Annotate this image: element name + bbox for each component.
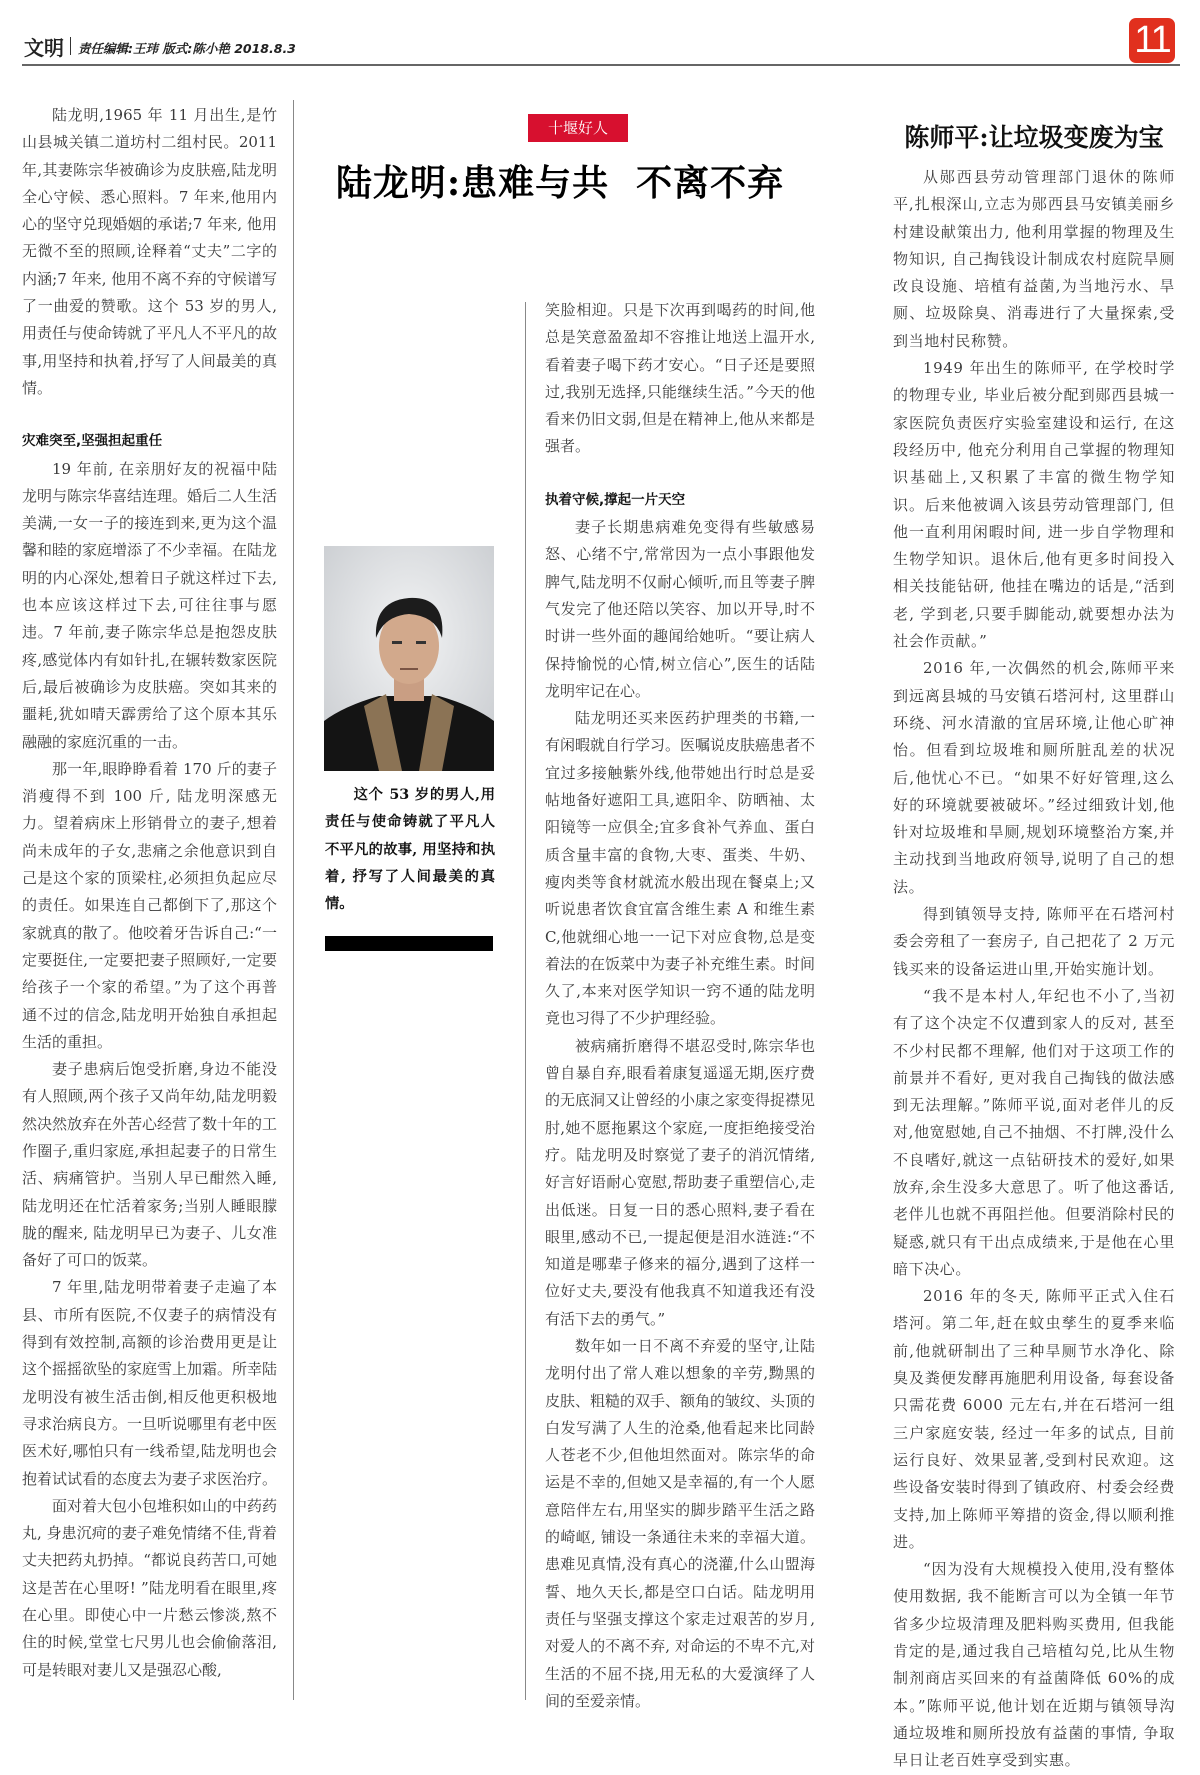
paragraph: 2016 年的冬天, 陈师平正式入住石塔河。第二年,赶在蚊虫孳生的夏季来临前,他就研制出了三种旱厕节水净化、除臭及粪便发酵再施肥利用设备, 每套设备只需花费 6000 元左右,并在石塔河一组三户家庭安装, 经过一年多的试点, 目前运行良好、效果显著,受到村民欢迎。这些设备安装时得到了镇政府、村委会经费支持,加上陈师平筹措的资金,得以顺利推进。: [893, 1287, 1175, 1551]
paragraph: 陆龙明,1965 年 11 月出生,是竹山县城关镇二道坊村二组村民。2011 年,其妻陈宗华被确诊为皮肤癌,陆龙明全心守候、悉心照料。7 年来,他用内心的坚守兑现婚姻的承诺;7 年来, 他用无微不至的照顾,诠释着“丈夫”二字的内涵;7 年来, 他用不离不弃的守候谱写了一曲爱的赞歌。这个 53 岁的男人,用责任与使命铸就了平凡人不平凡的故事,用坚持和执着,抒写了人间最美的真情。: [22, 106, 278, 397]
paragraph: 1949 年出生的陈师平, 在学校时学的物理专业, 毕业后被分配到郧西县城一家医院负责医疗实验室建设和运行, 在这段经历中, 他充分利用自己掌握的物理知识基础上,又积累了丰富的微生物学知识。后来他被调入该县劳动管理部门, 但他一直利用闲暇时间, 进一步自学物理和生物学知识。退休后,他有更多时间投入相关技能钻研, 他挂在嘴边的话是,“活到老, 学到老,只要手脚能动,就要想办法为社会作贡献。”: [893, 359, 1175, 651]
page-number-badge: 11: [1129, 18, 1175, 63]
subheading: 执着守候,撑起一片天空: [545, 491, 686, 508]
header-divider: [70, 37, 71, 55]
paragraph: 笑脸相迎。只是下次再到喝药的时间,他总是笑意盈盈却不容推让地送上温开水,看着妻子喝下药才安心。“日子还是要照过,我别无选择,只能继续生活。”今天的他看来仍旧文弱,但是在精神上,他从来都是强者。: [545, 301, 815, 456]
side-story-column: [893, 164, 1175, 1775]
article-column-middle: [545, 297, 815, 1715]
paragraph: 陆龙明还买来医药护理类的书籍,一有闲暇就自行学习。医嘱说皮肤癌患者不宜过多接触紫外线,他带她出行时总是妥帖地备好遮阳工具,遮阳伞、防晒袖、太阳镜等一应俱全;宜多食补气养血、蛋白质含量丰富的食物,大枣、蛋类、牛奶、瘦肉类等食材就流水般出现在餐桌上;又听说患者饮食宜富含维生素 A 和维生素 C,他就细心地一一记下对应食物,总是变着法的在饭菜中为妻子补充维生素。时间久了,本来对医学知识一窍不通的陆龙明竟也习得了不少护理经验。: [545, 709, 816, 1028]
section-tag: 十堰好人: [528, 114, 628, 142]
paragraph: 被病痛折磨得不堪忍受时,陈宗华也曾自暴自弃,眼看着康复遥遥无期,医疗费的无底洞又让曾经的小康之家变得捉襟见肘,她不愿拖累这个家庭,一度拒绝接受治疗。陆龙明及时察觉了妻子的消沉情绪,好言好语耐心宽慰,帮助妻子重塑信心,走出低迷。日复一日的悉心照料,妻子看在眼里,感动不已,一提起便是泪水涟涟:“不知道是哪辈子修来的福分,遇到了这样一位好丈夫,要没有他我真不知道我还有没有活下去的勇气。”: [545, 1036, 816, 1328]
paragraph: 数年如一日不离不弃爱的坚守,让陆龙明付出了常人难以想象的辛劳,黝黑的皮肤、粗糙的双手、额角的皱纹、头顶的白发写满了人生的沧桑,他看起来比同龄人苍老不少,但他坦然面对。陈宗华的命运是不幸的,但她又是幸福的,有一个人愿意陪伴左右,用坚实的脚步踏平生活之路的崎岖, 铺设一条通往未来的幸福大道。患难见真情,没有真心的浇灌,什么山盟海誓、地久天长,都是空口白话。陆龙明用责任与坚强支撑这个家走过艰苦的岁月,对爱人的不离不弃, 对命运的不卑不亢,对生活的不屈不挠,用无私的大爱演绎了人间的至爱亲情。: [545, 1336, 816, 1710]
paragraph: 面对着大包小包堆积如山的中药药丸, 身患沉疴的妻子难免情绪不佳,背着丈夫把药丸扔掉。“都说良药苦口,可她这是苦在心里呀! ”陆龙明看在眼里,疼在心里。即使心中一片愁云惨淡,熬不住的时候,堂堂七尺男儿也会偷偷落泪, 可是转眼对妻儿又是强忍心酸,: [22, 1496, 278, 1679]
paragraph: “因为没有大规模投入使用,没有整体使用数据, 我不能断言可以为全镇一年节省多少垃圾清理及肥料购买费用, 但我能肯定的是,通过我自己培植勾兑,比从生物制剂商店买回来的有益菌降低 60%的成本。”陈师平说,他计划在近期与镇领导沟通垃圾堆和厕所投放有益菌的事情, 争取早日让老百姓享受到实惠。: [893, 1560, 1175, 1770]
section-name: 文明: [24, 36, 64, 60]
paragraph: 19 年前, 在亲朋好友的祝福中陆龙明与陈宗华喜结连理。婚后二人生活美满,一女一子的接连到来,更为这个温馨和睦的家庭增添了不少幸福。在陆龙明的内心深处,想着日子就这样过下去,也本应该这样过下去,可往往事与愿违。7 年前,妻子陈宗华总是抱怨皮肤疼,感觉体内有如针扎,在辗转数家医院后,最后被确诊为皮肤癌。突如其来的噩耗,犹如晴天霹雳给了这个原本其乐融融的家庭沉重的一击。: [22, 459, 278, 751]
paragraph: 2016 年,一次偶然的机会,陈师平来到远离县城的马安镇石塔河村, 这里群山环绕、河水清澈的宜居环境,让他心旷神怡。但看到垃圾堆和厕所脏乱差的状况后,他忧心不已。“如果不好好管理,这么好的环境就要被破坏。”经过细致计划,他针对垃圾堆和旱厕,规划环境整治方案,并主动找到当地政府领导,说明了自己的想法。: [893, 659, 1175, 896]
paragraph: 妻子患病后饱受折磨,身边不能没有人照顾,两个孩子又尚年幼,陆龙明毅然决然放弃在外苦心经营了数十年的工作圈子,重归家庭,承担起妻子的日常生活、病痛管护。当别人早已酣然入睡,陆龙明还在忙活着家务;当别人睡眼朦胧的醒来, 陆龙明早已为妻子、儿女准备好了可口的饭菜。: [22, 1060, 278, 1270]
side-story-title: 陈师平:让垃圾变废为宝: [904, 123, 1164, 152]
article-column-left: [22, 102, 277, 1684]
portrait-photo: [324, 546, 494, 771]
paragraph: 妻子长期患病难免变得有些敏感易怒、心绪不宁,常常因为一点小事跟他发脾气,陆龙明不仅耐心倾听,而且等妻子脾气发完了他还陪以笑容、加以开导,时不时讲一些外面的趣闻给她听。“要让病人保持愉悦的心情,树立信心”,医生的话陆龙明牢记在心。: [545, 518, 815, 700]
column-divider: [293, 100, 294, 1700]
column-divider: [525, 302, 526, 1700]
paragraph: 7 年里,陆龙明带着妻子走遍了本县、市所有医院,不仅妻子的病情没有得到有效控制,高额的诊治费用更是让这个摇摇欲坠的家庭雪上加霜。所幸陆龙明没有被生活击倒,相反他更积极地寻求治病良方。一旦听说哪里有老中医医术好,哪怕只有一线希望,陆龙明也会抱着试试看的态度去为妻子求医治疗。: [22, 1278, 278, 1488]
editor-credit: 责任编辑:王玮 版式:陈小艳 2018.8.3: [78, 41, 296, 56]
paragraph: 那一年,眼睁睁看着 170 斤的妻子消瘦得不到 100 斤, 陆龙明深感无力。望着病床上形销骨立的妻子,想着尚未成年的子女,悲痛之余他意识到自己是这个家的顶梁柱,必须担负起应尽的责任。如果连自己都倒下了,那这个家就真的散了。他咬着牙告诉自己:“一定要挺住,一定要把妻子照顾好,一定要给孩子一个家的希望。”为了这个再普通不过的信念,陆龙明开始独自承担起生活的重担。: [22, 759, 277, 1051]
decorative-bar: [325, 936, 493, 951]
header-rule: [22, 64, 1180, 66]
photo-caption: [325, 782, 495, 918]
paragraph: “我不是本村人,年纪也不小了,当初有了这个决定不仅遭到家人的反对, 甚至不少村民都不理解, 他们对于这项工作的前景并不看好, 更对我自己掏钱的做法感到无法理解。”陈师平说,面对老伴儿的反对,他宽慰她,自己不抽烟、不打牌,没什么不良嗜好,就这一点钻研技术的爱好,如果放弃,余生没多大意思了。听了他这番话,老伴儿也就不再阻拦他。但要消除村民的疑惑,就只有干出点成绩来,于是他在心里暗下决心。: [893, 986, 1175, 1278]
paragraph: 从郧西县劳动管理部门退休的陈师平,扎根深山,立志为郧西县马安镇美丽乡村建设献策出力, 他利用掌握的物理及生物知识, 自己掏钱设计制成农村庭院旱厕改良设施、培植有益菌,为当地污水、旱厕、垃圾除臭、消毒进行了大量探索,受到当地村民称赞。: [893, 168, 1175, 350]
caption-text: 这个 53 岁的男人,用责任与使命铸就了平凡人不平凡的故事, 用坚持和执着, 抒写了人间最美的真情。: [325, 787, 495, 913]
article-title: 陆龙明:患难与共 不离不弃: [335, 162, 785, 204]
subheading: 灾难突至,坚强担起重任: [22, 433, 163, 450]
paragraph: 得到镇领导支持, 陈师平在石塔河村委会旁租了一套房子, 自己把花了 2 万元钱买来的设备运进山里,开始实施计划。: [893, 905, 1175, 978]
